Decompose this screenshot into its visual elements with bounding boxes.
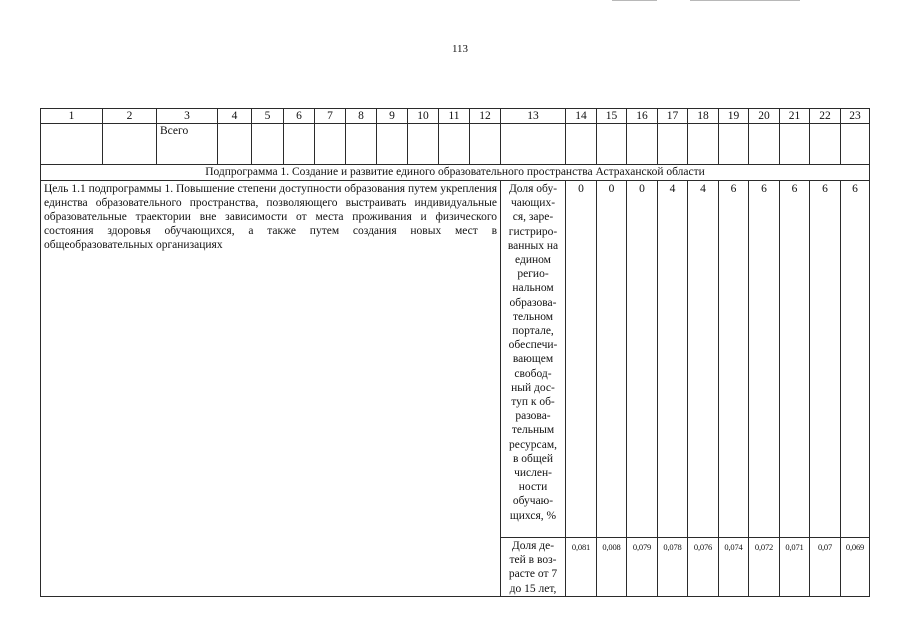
page-number: 113 xyxy=(451,43,469,55)
indicator-value: 0,071 xyxy=(780,538,810,597)
column-header: 18 xyxy=(688,109,719,124)
column-header: 15 xyxy=(597,109,627,124)
indicator-line: обучаю- xyxy=(512,495,554,508)
indicator-line: чающих- xyxy=(510,197,556,210)
table-cell xyxy=(566,124,597,165)
indicator-line: туп к об- xyxy=(511,396,555,409)
indicator-value: 0,079 xyxy=(627,538,658,597)
column-header: 21 xyxy=(780,109,810,124)
indicator-value: 6 xyxy=(841,181,870,538)
table-cell xyxy=(658,124,688,165)
indicator-value: 0 xyxy=(597,181,627,538)
indicator-value: 0,081 xyxy=(566,538,597,597)
table-cell xyxy=(218,124,252,165)
indicator-value: 6 xyxy=(719,181,749,538)
column-header: 17 xyxy=(658,109,688,124)
indicator-value: 4 xyxy=(688,181,719,538)
column-header: 23 xyxy=(841,109,870,124)
table-cell xyxy=(252,124,284,165)
table-cell xyxy=(103,124,157,165)
indicator-line: гистриро- xyxy=(508,225,558,238)
table-cell xyxy=(501,124,566,165)
table-cell xyxy=(627,124,658,165)
indicator-value: 6 xyxy=(780,181,810,538)
column-header: 10 xyxy=(408,109,439,124)
table-cell xyxy=(41,124,103,165)
table-cell xyxy=(408,124,439,165)
scan-artifact xyxy=(612,0,657,1)
indicator-line: Доля де- xyxy=(511,540,555,552)
column-number-row xyxy=(41,109,870,124)
indicator-line: едином xyxy=(515,254,551,267)
column-header: 2 xyxy=(103,109,157,124)
indicator-value: 4 xyxy=(658,181,688,538)
indicator-line: тельном xyxy=(512,310,554,323)
column-header: 14 xyxy=(566,109,597,124)
indicator-value: 0 xyxy=(627,181,658,538)
indicator-line: вающем xyxy=(512,353,554,366)
column-header: 1 xyxy=(41,109,103,124)
indicator-line: до 15 лет, xyxy=(509,582,557,595)
table-cell xyxy=(284,124,315,165)
indicator-line: ный дос- xyxy=(511,381,555,394)
indicator-line: разова- xyxy=(515,410,551,423)
table-cell xyxy=(810,124,841,165)
table-cell xyxy=(749,124,780,165)
indicator-line: тей в воз- xyxy=(509,554,557,567)
indicator-value: 0,074 xyxy=(719,538,749,597)
indicator-line: ся, заре- xyxy=(512,211,554,224)
indicator-row xyxy=(41,181,870,538)
indicator-table-container xyxy=(40,108,869,597)
goal-text: Цель 1.1 подпрограммы 1. Повышение степени доступности образования путем укрепления единства образовательного пространства, позволяющего выстраивать индивидуальные образовательные траектории вне зависимости от места проживания и физического состояния здоровья обучающихся, а также путем создания новых мест в общеобразовательных организациях xyxy=(41,181,501,597)
table-cell xyxy=(780,124,810,165)
indicator-value: 6 xyxy=(749,181,780,538)
indicator-value: 0,069 xyxy=(841,538,870,597)
column-header: 9 xyxy=(377,109,408,124)
indicator-value: 0,078 xyxy=(658,538,688,597)
indicator-value: 0,07 xyxy=(810,538,841,597)
column-header: 12 xyxy=(470,109,501,124)
table-cell xyxy=(346,124,377,165)
indicator-table xyxy=(40,108,870,597)
table-cell xyxy=(688,124,719,165)
indicator-line: щихся, % xyxy=(509,509,557,522)
indicator-line: регио- xyxy=(517,268,549,281)
table-cell xyxy=(315,124,346,165)
total-label: Всего xyxy=(157,124,218,165)
column-header: 8 xyxy=(346,109,377,124)
column-header: 22 xyxy=(810,109,841,124)
indicator-line: в общей xyxy=(512,452,554,465)
column-header: 13 xyxy=(501,109,566,124)
table-cell xyxy=(470,124,501,165)
scan-artifact xyxy=(690,0,800,1)
indicator-line: свобод- xyxy=(514,367,552,380)
column-header: 20 xyxy=(749,109,780,124)
indicator-line: ванных на xyxy=(507,239,559,252)
column-header: 5 xyxy=(252,109,284,124)
table-cell xyxy=(377,124,408,165)
subprogram-row xyxy=(41,165,870,181)
indicator-line: ности xyxy=(518,481,548,494)
column-header: 3 xyxy=(157,109,218,124)
column-header: 7 xyxy=(315,109,346,124)
table-cell xyxy=(719,124,749,165)
indicator-line: Доля обу- xyxy=(508,183,558,195)
indicator-line: образова- xyxy=(509,296,557,309)
indicator-description xyxy=(501,538,566,597)
indicator-value: 0,076 xyxy=(688,538,719,597)
indicator-value: 0,008 xyxy=(597,538,627,597)
total-row xyxy=(41,124,870,165)
indicator-value: 0 xyxy=(566,181,597,538)
table-cell xyxy=(597,124,627,165)
indicator-line: числен- xyxy=(514,467,552,480)
indicator-line: портале, xyxy=(512,325,554,338)
indicator-line: тельным xyxy=(511,424,555,437)
table-cell xyxy=(439,124,470,165)
column-header: 4 xyxy=(218,109,252,124)
table-cell xyxy=(841,124,870,165)
indicator-value: 0,072 xyxy=(749,538,780,597)
indicator-line: расте от 7 xyxy=(508,568,558,581)
indicator-line: обеспечи- xyxy=(508,339,558,352)
indicator-line: нальном xyxy=(512,282,554,295)
column-header: 19 xyxy=(719,109,749,124)
indicator-description xyxy=(501,181,566,538)
column-header: 16 xyxy=(627,109,658,124)
column-header: 6 xyxy=(284,109,315,124)
subprogram-title: Подпрограмма 1. Создание и развитие единого образовательного пространства Астраханской области xyxy=(41,165,870,181)
indicator-value: 6 xyxy=(810,181,841,538)
indicator-line: ресурсам, xyxy=(508,438,558,451)
column-header: 11 xyxy=(439,109,470,124)
